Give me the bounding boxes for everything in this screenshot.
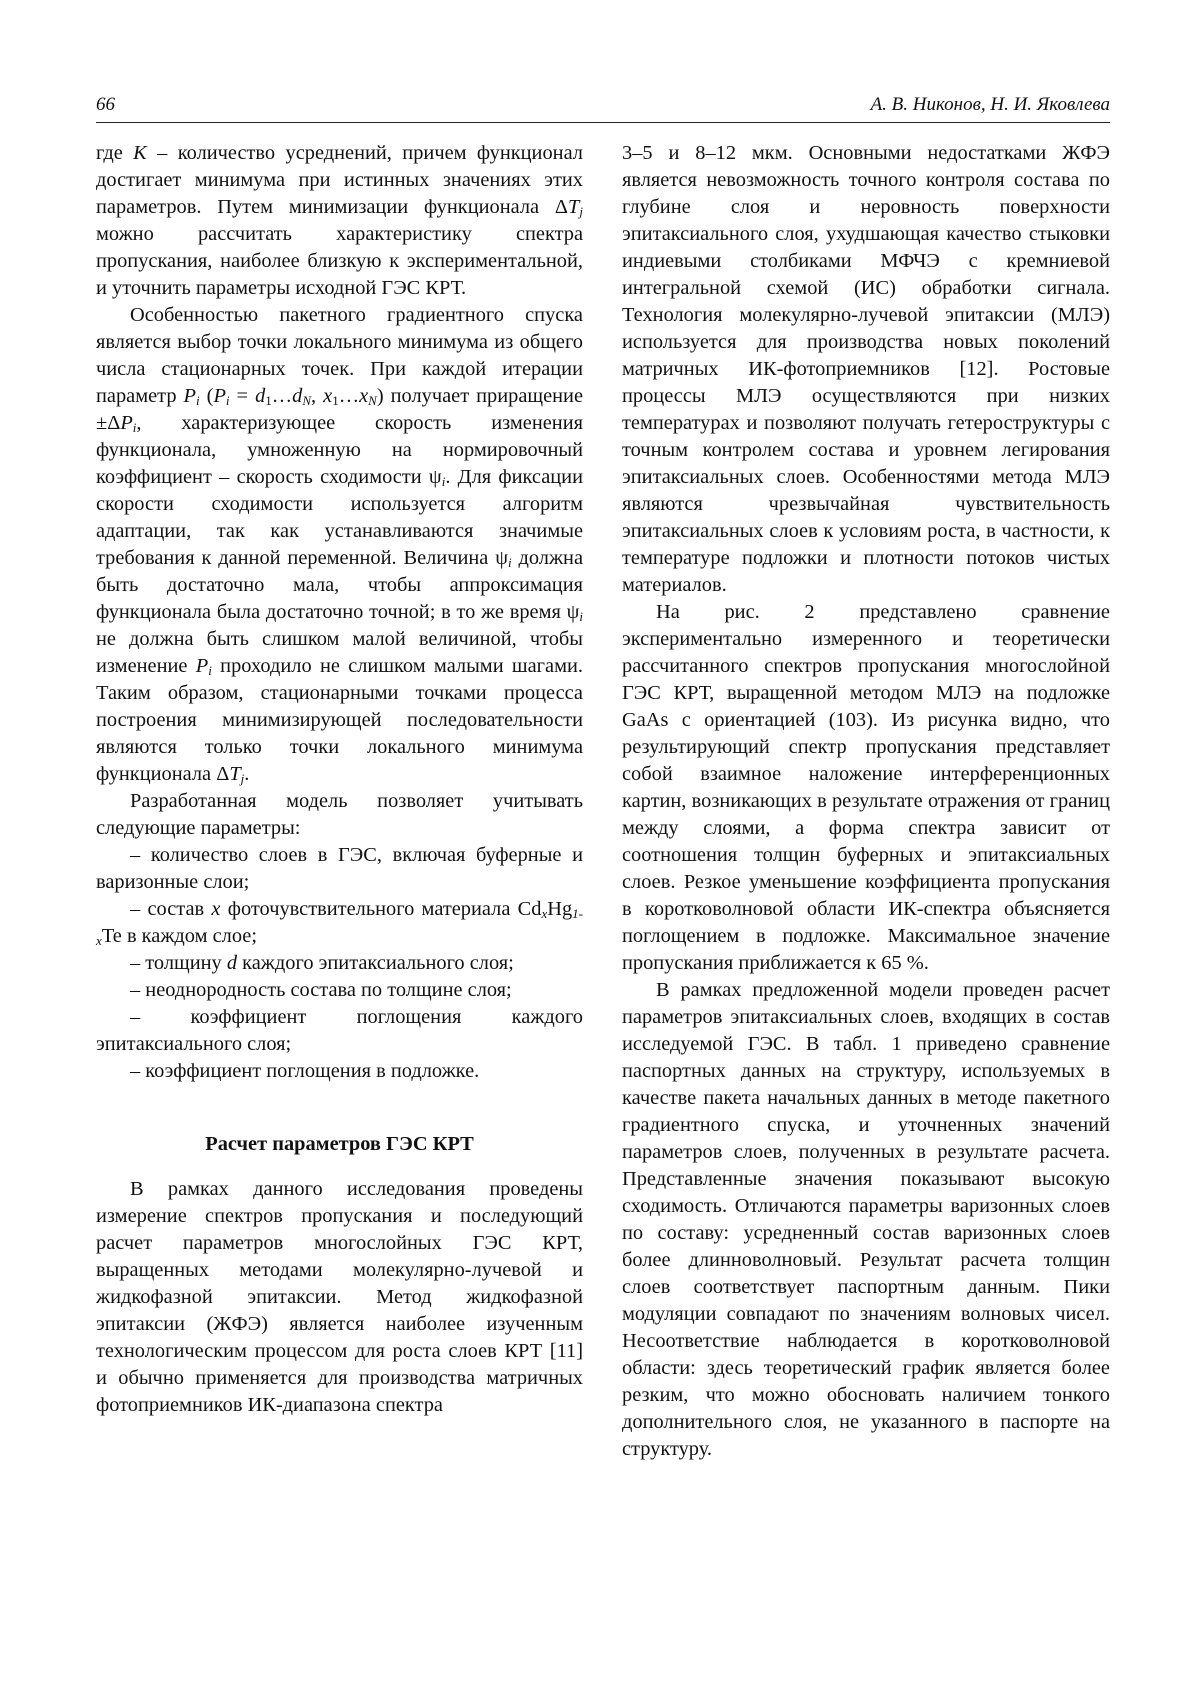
list-item: – коэффициент поглощения каждого эпитаксиального слоя; xyxy=(96,1006,583,1055)
section-heading: Расчет параметров ГЭС КРТ xyxy=(205,1133,474,1155)
left-column xyxy=(96,140,583,1419)
list-item: – неоднородность состава по толщине слоя; xyxy=(130,979,512,1001)
page-number: 66 xyxy=(96,94,115,115)
paragraph: Особенностью пакетного градиентного спуска является выбор точки локального минимума из общего числа стационарных точек. При каждой итерации параметр $P_i$ ($P_i$ = $d_1\dots d_N$, $x_1\dots x_N$) получает приращение $\pm\Delta P_i$, характеризующее скорость изменения функционала, умноженную на нормировочный коэффициент – скорость сходимости $\psi_i$. Для фиксации скорости сходимости используется алгоритм адаптации, так как устанавливаются значимые требования к данной переменной. Величина $\psi_i$ должна быть достаточно мала, чтобы аппроксимация функционала была достаточно точной; в то же время $\psi_i$ не должна быть слишком малой величиной, чтобы изменение $P_i$ проходило не слишком малыми шагами. Таким образом, стационарными точками процесса построения минимизирующей последовательности являются только точки локального минимума функционала $\Delta T_j$. xyxy=(96,304,584,786)
running-header-authors: А. В. Никонов, Н. И. Яковлева xyxy=(870,94,1110,115)
list-item: – толщину d каждого эпитаксиального слоя; xyxy=(130,952,514,974)
paragraph: На рис. 2 представлено сравнение экспериментально измеренного и теоретически рассчитанного спектров пропускания многослойной ГЭС КРТ, выращенной методом МЛЭ на подложке GaAs с ориентацией (103). Из рисунка видно, что результирующий спектр пропускания представляет собой взаимное наложение интерференционных картин, возникающих в результате отражения от границ между слоями, а форма спектра зависит от соотношения толщин буферных и эпитаксиальных слоев. Резкое уменьшение коэффициента пропускания в коротковолновой области ИК-спектра объясняется поглощением в подложке. Максимальное значение пропускания приближается к 65 %. xyxy=(622,601,1110,974)
right-column xyxy=(622,140,1110,1463)
paragraph: В рамках предложенной модели проведен расчет параметров эпитаксиальных слоев, входящих в состав исследуемой ГЭС. В табл. 1 приведено сравнение паспортных данных на структуру, используемых в качестве пакета начальных данных в методе пакетного градиентного спуска, и уточненных значений параметров слоев, полученных в результате расчета. Представленные значения показывают высокую сходимость. Отличаются параметры варизонных слоев по составу: усредненный состав варизонных слоев более длинноволновый. Результат расчета толщин слоев соответствует паспортным данным. Пики модуляции совпадают по значениям волновых чисел. Несоответствие наблюдается в коротковолновой области: здесь теоретический график является более резким, что можно обосновать наличием тонкого дополнительного слоя, не указанного в паспорте на структуру. xyxy=(622,979,1110,1460)
list-item: – коэффициент поглощения в подложке. xyxy=(130,1060,480,1082)
running-header xyxy=(96,92,1110,123)
list-item: – количество слоев в ГЭС, включая буферные и варизонные слои; xyxy=(96,844,583,893)
paragraph: Разработанная модель позволяет учитывать следующие параметры: xyxy=(96,790,583,839)
paragraph: где K – количество усреднений, причем функционал достигает минимума при истинных значениях этих параметров. Путем минимизации функционала $\Delta T_j$ можно рассчитать характеристику спектра пропускания, наиболее близкую к экспериментальной, и уточнить параметры исходной ГЭС КРТ. xyxy=(96,142,583,299)
paragraph: 3–5 и 8–12 мкм. Основными недостатками ЖФЭ является невозможность точного контроля состава по глубине слоя и неровность поверхности эпитаксиального слоя, ухудшающая качество стыковки индиевыми столбиками МФЧЭ с кремниевой интегральной схемой (ИС) обработки сигнала. Технология молекулярно-лучевой эпитаксии (МЛЭ) используется для производства новых поколений матричных ИК-фотоприемников [12]. Ростовые процессы МЛЭ осуществляются при низких температурах и позволяют получать гетероструктуры с точным контролем состава и уровнем легирования эпитаксиальных слоев. Особенностями метода МЛЭ являются чрезвычайная чувствительность эпитаксиальных слоев к условиям роста, в частности, к температуре подложки и плотности потоков чистых материалов. xyxy=(622,142,1110,596)
paragraph: В рамках данного исследования проведены измерение спектров пропускания и последующий расчет параметров многослойных ГЭС КРТ, выращенных методами молекулярно-лучевой и жидкофазной эпитаксии. Метод жидкофазной эпитаксии (ЖФЭ) является наиболее изученным технологическим процессом для роста слоев КРТ [11] и обычно применяется для производства матричных фотоприемников ИК-диапазона спектра xyxy=(96,1178,583,1416)
list-item: – состав x фоточувствительного материала $Cd_xHg_{1-x}Te$ в каждом слое; xyxy=(96,898,583,948)
